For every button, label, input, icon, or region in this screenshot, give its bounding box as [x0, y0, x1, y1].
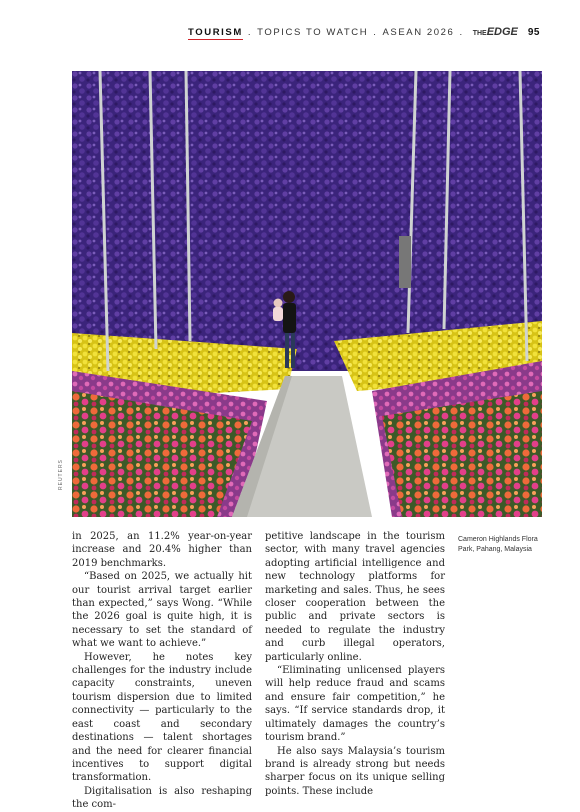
paragraph: petitive landscape in the tourism sector, with many travel agencies adopting artificial intelligence and new technology platforms for marketing and sales. Thus, he sees closer cooperation between the public and private sectors is needed to regulate the industry and curb illegal operators, particularly online. [265, 531, 445, 663]
text-column-2 [265, 530, 445, 798]
paragraph: “Eliminating unlicensed players will help reduce fraud and scams and ensure fair competition,” he says. “If service standards drop, it ultimately damages the country’s tourism brand.” [265, 665, 445, 744]
page-number: 95 [527, 27, 540, 38]
paragraph: in 2025, an 11.2% year-on-year increase and 20.4% higher than 2019 benchmarks. [72, 531, 252, 569]
publication-logo: THEEDGE [472, 26, 518, 38]
text-column-1 [72, 530, 252, 812]
running-header: TOURISM . TOPICS TO WATCH . ASEAN 2026 . THEEDGE 95 [188, 26, 540, 38]
topic-label: TOPICS TO WATCH [257, 27, 369, 38]
paragraph: However, he notes key challenges for the industry include capacity constraints, uneven tourism dispersion due to limited connectivity — particularly to the east coast and secondary destinations — talent shortages and the need for clearer financial incentives to support digital transformation. [72, 651, 252, 784]
paragraph: Digitalisation is also reshaping the com- [72, 785, 252, 811]
photo-credit: REUTERS [58, 459, 64, 490]
paragraph: He also says Malaysia’s tourism brand is already strong but needs sharper focus on its unique selling points. These include [265, 745, 445, 797]
issue-label: ASEAN 2026 [382, 27, 455, 38]
garden-photo [72, 71, 542, 517]
paragraph: “Based on 2025, we actually hit our tourist arrival target earlier than expected,” says Wong. “While the 2026 goal is quite high, it is necessary to set the standard of what we want to achieve.” [72, 571, 252, 650]
photo-caption: Cameron Highlands Flora Park, Pahang, Malaysia [458, 536, 538, 553]
section-label: TOURISM [188, 27, 243, 38]
sign-post [399, 236, 411, 288]
